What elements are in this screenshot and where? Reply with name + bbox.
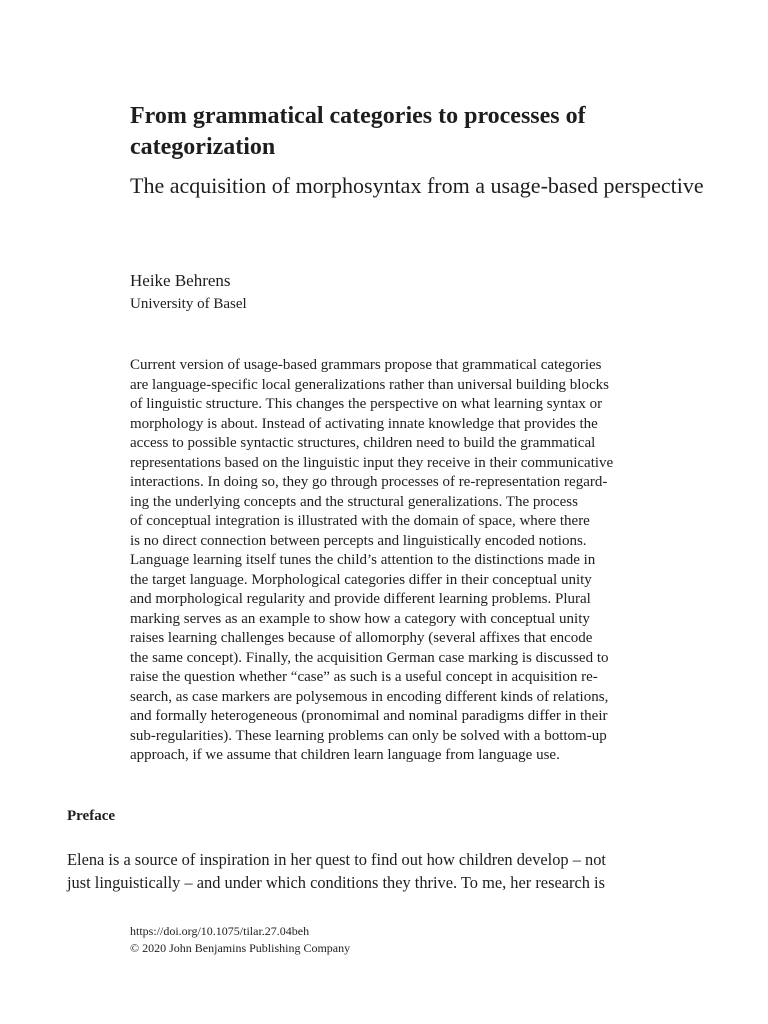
paragraph-line: Elena is a source of inspiration in her quest to find out how children develop – not (67, 850, 606, 869)
abstract-line: access to possible syntactic structures, children need to build the grammatical (130, 435, 596, 451)
paragraph-line: just linguistically – and under which conditions they thrive. To me, her research is (67, 873, 605, 892)
abstract-line: ing the underlying concepts and the structural generalizations. The process (130, 493, 578, 510)
abstract-line: representations based on the linguistic input they receive in their communicative (130, 454, 614, 471)
abstract-line: search, as case markers are polysemous in encoding different kinds of relations, (130, 688, 609, 705)
author-affiliation: University of Basel (130, 296, 247, 312)
abstract-line: interactions. In doing so, they go through processes of re-representation regard- (130, 474, 608, 490)
abstract-line: morphology is about. Instead of activating innate knowledge that provides the (130, 415, 598, 432)
abstract-line: is no direct connection between percepts and linguistically encoded notions. (130, 532, 587, 549)
copyright-notice: © 2020 John Benjamins Publishing Company (130, 941, 351, 955)
page-footer (130, 923, 350, 957)
abstract-line: of conceptual integration is illustrated with the domain of space, where there (130, 513, 590, 529)
article-title: From grammatical categories to processes of categorization (130, 103, 586, 160)
abstract-line: raises learning challenges because of allomorphy (several affixes that encode (130, 630, 593, 646)
abstract-line: and formally heterogeneous (pronomimal and nominal paradigms differ in their (130, 708, 608, 724)
abstract-line: are language-specific local generalizations rather than universal building blocks (130, 376, 609, 393)
article-subtitle: The acquisition of morphosyntax from a usage-based perspective (130, 173, 704, 198)
section-heading-preface: Preface (67, 808, 116, 824)
abstract-line: and morphological regularity and provide different learning problems. Plural (130, 591, 591, 607)
abstract-line: raise the question whether “case” as such is a useful concept in acquisition re- (130, 669, 598, 685)
abstract-line: the target language. Morphological categories differ in their conceptual unity (130, 571, 592, 588)
abstract-line: the same concept). Finally, the acquisition German case marking is discussed to (130, 649, 609, 666)
abstract-line: Current version of usage-based grammars propose that grammatical categories (130, 357, 602, 373)
abstract-line: approach, if we assume that children learn language from language use. (130, 747, 560, 763)
abstract (130, 356, 702, 766)
abstract-line: marking serves as an example to show how a category with conceptual unity (130, 610, 590, 627)
doi-link[interactable]: https://doi.org/10.1075/tilar.27.04beh (130, 924, 310, 938)
abstract-line: sub-regularities). These learning problems can only be solved with a bottom-up (130, 727, 607, 744)
author-name: Heike Behrens (130, 271, 231, 290)
abstract-line: of linguistic structure. This changes the perspective on what learning syntax or (130, 396, 603, 412)
abstract-line: Language learning itself tunes the child’s attention to the distinctions made in (130, 552, 596, 568)
preface-paragraph (67, 848, 707, 894)
